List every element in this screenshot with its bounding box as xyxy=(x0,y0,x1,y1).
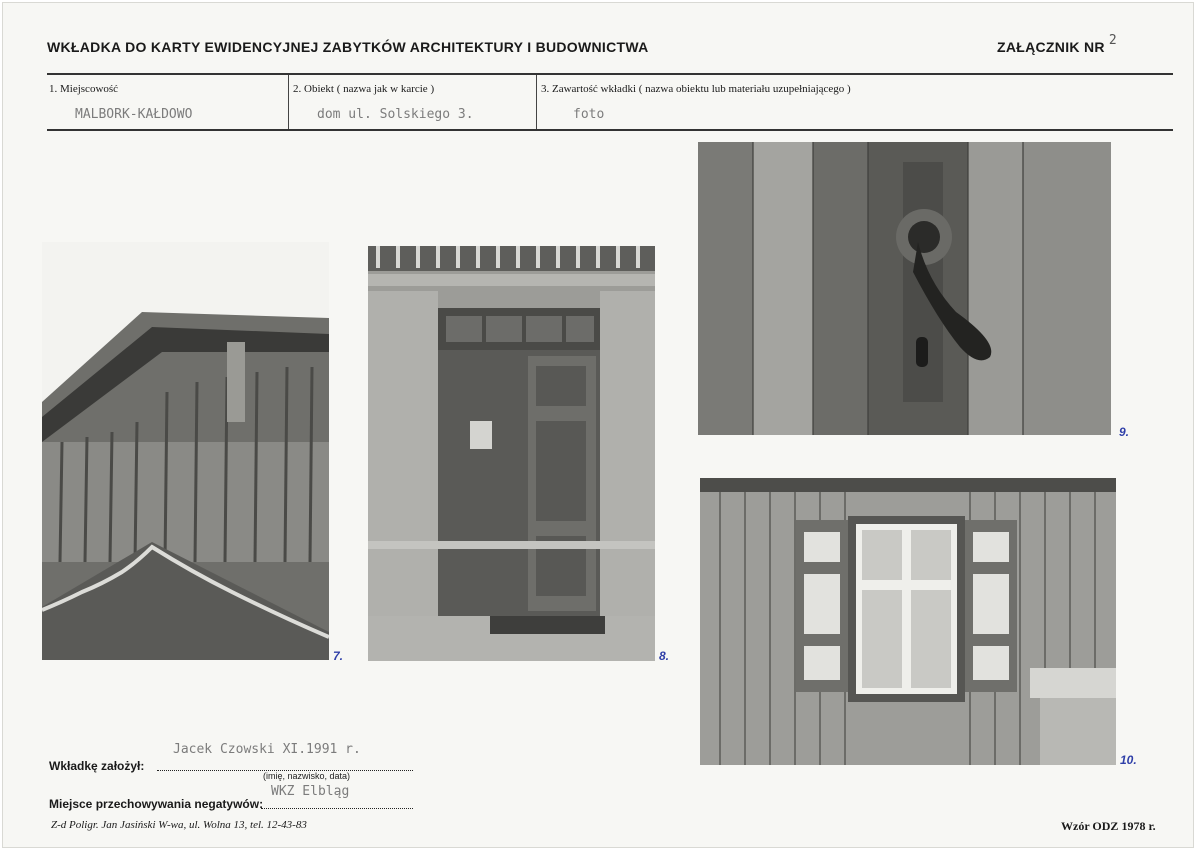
field-object-value: dom ul. Solskiego 3. xyxy=(317,107,474,122)
field-separator xyxy=(536,75,537,129)
storage-dotted-line xyxy=(261,807,413,809)
storage-value: WKZ Elbląg xyxy=(271,784,350,799)
photo-number-10: 10. xyxy=(1120,753,1137,767)
founder-caption: (imię, nazwisko, data) xyxy=(263,771,351,781)
field-separator xyxy=(288,75,289,129)
photo-eaves-corner xyxy=(42,242,329,660)
annex-label-text: ZAŁĄCZNIK NR xyxy=(997,39,1105,55)
field-location-label: 1. Miejscowość xyxy=(49,83,119,95)
form-title: WKŁADKA DO KARTY EWIDENCYJNEJ ZABYTKÓW ARCHITEKTURY I BUDOWNICTWA xyxy=(47,39,649,55)
photo-number-7: 7. xyxy=(333,649,344,663)
photo-door-handle xyxy=(698,142,1111,435)
photo-front-door xyxy=(368,246,655,661)
founder-label: Wkładkę założył: xyxy=(49,759,145,773)
field-location-value: MALBORK-KAŁDOWO xyxy=(75,107,193,122)
header-rule-bottom xyxy=(47,129,1173,131)
storage-label: Miejsce przechowywania negatywów: xyxy=(49,797,264,811)
header-rule-top xyxy=(47,73,1173,75)
photo-window xyxy=(700,478,1116,765)
annex-label xyxy=(997,33,1117,56)
field-content-value: foto xyxy=(573,107,605,122)
founder-value: Jacek Czowski XI.1991 r. xyxy=(173,742,361,757)
field-content-label: 3. Zawartość wkładki ( nazwa obiektu lub materiału uzupełniającego ) xyxy=(541,83,851,95)
photo-number-8: 8. xyxy=(659,649,670,663)
field-object-label: 2. Obiekt ( nazwa jak w karcie ) xyxy=(293,83,435,95)
printer-imprint: Z-d Poligr. Jan Jasiński W-wa, ul. Wolna 13, tel. 12-43-83 xyxy=(51,819,307,831)
form-model: Wzór ODZ 1978 r. xyxy=(1061,819,1156,833)
annex-number: 2 xyxy=(1108,33,1117,48)
inventory-insert-sheet xyxy=(2,2,1194,848)
photo-number-9: 9. xyxy=(1119,425,1130,439)
